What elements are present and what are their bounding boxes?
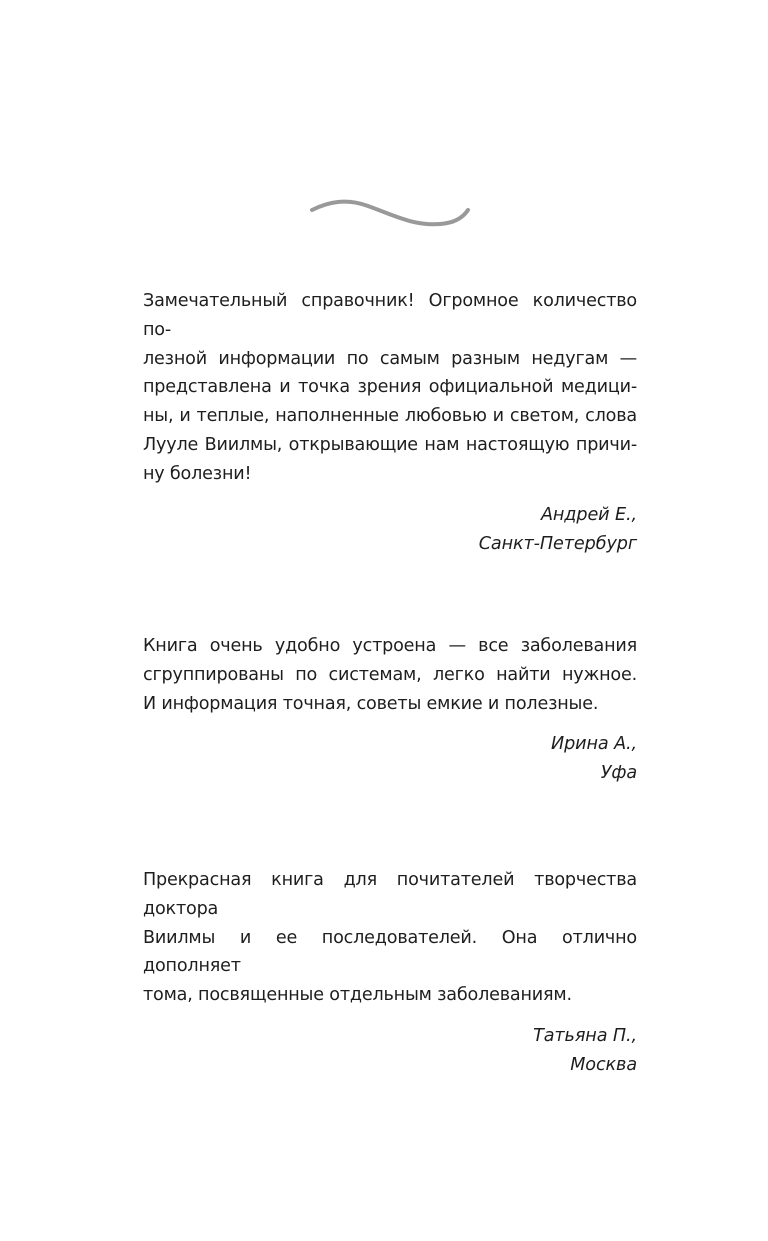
review-line: представлена и точка зрения официальной медици- (143, 377, 637, 398)
review-1 (143, 287, 637, 559)
review-city: Санкт-Петербург (478, 533, 637, 554)
review-line: Прекрасная книга для почитателей творчества доктора (143, 870, 637, 919)
review-line: Виилмы и ее последователей. Она отлично дополняет (143, 927, 637, 977)
review-text (143, 866, 637, 1010)
review-author: Андрей Е., (540, 504, 637, 525)
review-line: сгруппированы по системам, легко найти нужное. (143, 664, 637, 685)
swash-divider-icon (308, 196, 472, 232)
review-author: Татьяна П., (533, 1025, 637, 1046)
review-line: Книга очень удобно устроена — все заболевания (143, 636, 637, 656)
review-3 (143, 866, 637, 1080)
review-city: Москва (570, 1054, 637, 1075)
review-line: ну болезни! (143, 463, 252, 484)
review-signature (143, 1022, 637, 1080)
review-line: Лууле Виилмы, открывающие нам настоящую причи- (143, 434, 637, 455)
review-line: лезной информации по самым разным недугам — (143, 348, 637, 369)
review-line: Замечательный справочник! Огромное количество по- (143, 291, 637, 340)
review-signature (143, 501, 637, 559)
review-text (143, 632, 637, 718)
review-line: тома, посвященные отдельным заболеваниям. (143, 985, 572, 1006)
review-author: Ирина А., (551, 734, 637, 755)
review-city: Уфа (600, 763, 637, 784)
review-line: И информация точная, советы емкие и полезные. (143, 693, 599, 714)
review-text (143, 287, 637, 489)
review-2 (143, 632, 637, 788)
review-signature (143, 730, 637, 788)
review-line: ны, и теплые, наполненные любовью и светом, слова (143, 406, 637, 427)
